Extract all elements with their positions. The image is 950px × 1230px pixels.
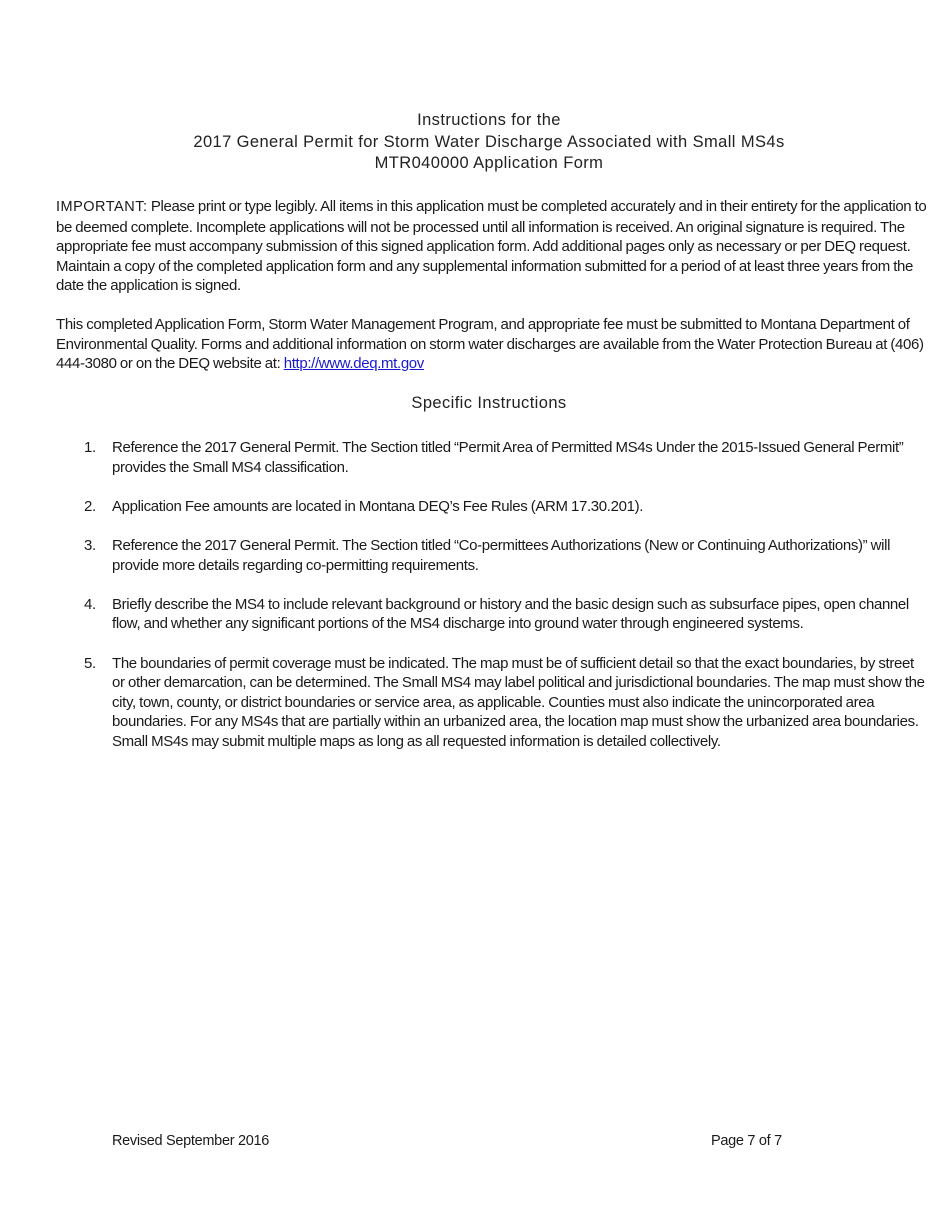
list-item (56, 654, 928, 752)
important-text: Please print or type legibly. All items in this application must be completed accurately and in their entirety for the application to be deemed complete. Incomplete applications will not be processed until all information is received. An original signature is required. The appropriate fee must accompany submission of this signed application form. Add additional pages only as necessary or per DEQ request. Maintain a copy of the completed application form and any supplemental information submitted for a period of at least three years from the date the application is signed. (56, 198, 927, 295)
list-item-text: Briefly describe the MS4 to include relevant background or history and the basic design such as subsurface pipes, open channel flow, and whether any significant portions of the MS4 discharge into ground water through engineered systems. (112, 595, 909, 633)
list-item-number: 4. (84, 595, 96, 613)
instructions-list (56, 438, 928, 771)
list-item (56, 438, 928, 477)
list-item-text: The boundaries of permit coverage must be indicated. The map must be of sufficient detail so that the exact boundaries, by street or other demarcation, can be determined. The Small MS4 may label political and jurisdictional boundaries. The map must show the city, town, county, or district boundaries or service area, as applicable. Counties must also indicate the unincorporated area boundaries. For any MS4s that are partially within an urbanized area, the location map must show the urbanized area boundaries. Small MS4s may submit multiple maps as long as all requested information is detailed collectively. (112, 654, 925, 750)
document-title (0, 110, 950, 175)
revised-date: Revised September 2016 (112, 1133, 270, 1149)
list-item-number: 3. (84, 536, 96, 554)
submission-text: This completed Application Form, Storm Water Management Program, and appropriate fee must be submitted to Montana Department of Environmental Quality. Forms and additional information on storm water discharges are available from the Water Protection Bureau at (406) 444-3080 or on the DEQ website at: (56, 316, 924, 373)
list-item-number: 5. (84, 654, 96, 672)
important-paragraph (56, 197, 928, 296)
list-item-number: 1. (84, 439, 96, 456)
title-line-3: MTR040000 Application Form (374, 154, 604, 172)
list-item-number: 2. (84, 497, 96, 515)
submission-paragraph (56, 315, 928, 374)
title-line-1: Instructions for the (417, 111, 561, 129)
list-item (56, 595, 928, 634)
list-item (56, 536, 928, 575)
title-line-2: 2017 General Permit for Storm Water Discharge Associated with Small MS4s (193, 132, 785, 151)
specific-instructions-heading: Specific Instructions (411, 394, 567, 412)
important-label: IMPORTANT: (56, 199, 148, 215)
list-item (56, 497, 928, 517)
deq-website-link[interactable]: http://www.deq.mt.gov (283, 355, 424, 373)
page-number: Page 7 of 7 (711, 1133, 782, 1149)
list-item-text: Application Fee amounts are located in Montana DEQ’s Fee Rules (ARM 17.30.201). (112, 497, 644, 515)
list-item-text: Reference the 2017 General Permit. The Section titled “Permit Area of Permitted MS4s Under the 2015-Issued General Permit” provides the Small MS4 classification. (112, 439, 904, 476)
list-item-text: Reference the 2017 General Permit. The Section titled “Co-permittees Authorizations (New or Continuing Authorizations)” will provide more details regarding co-permitting requirements. (112, 536, 891, 574)
